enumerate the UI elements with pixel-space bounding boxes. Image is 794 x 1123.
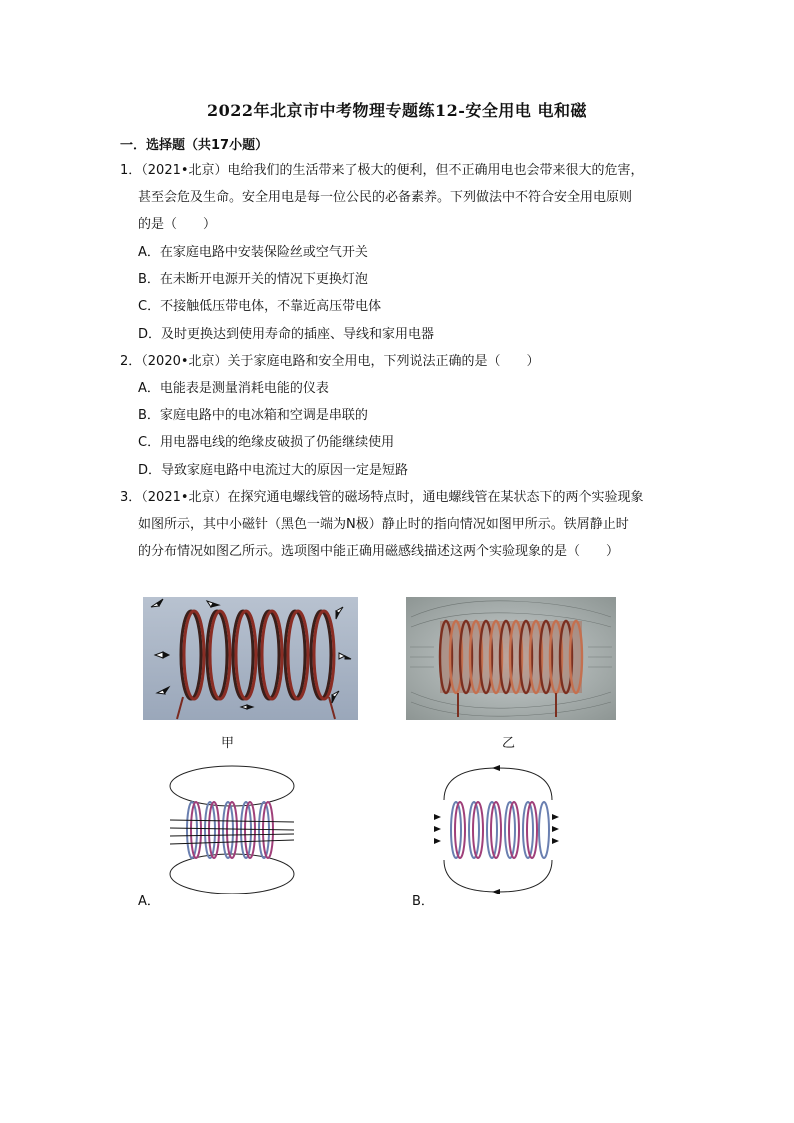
question-3-line-3: 的分布情况如图乙所示。选项图中能正确用磁感线描述这两个实验现象的是（ ） [138,544,620,559]
question-2-option-c: C．用电器电线的绝缘皮破损了仍能继续使用 [138,435,395,450]
option-a-label: A． [138,894,160,909]
question-1-option-c: C．不接触低压带电体，不靠近高压带电体 [138,299,382,314]
question-1-option-d: D．及时更换达到使用寿命的插座、导线和家用电器 [138,327,435,342]
solenoid-iron-filings-image [406,597,616,720]
figure-jia-photo [143,597,358,720]
field-lines-b-image [432,764,564,894]
question-2-line-1: 2．（2020•北京）关于家庭电路和安全用电，下列说法正确的是（ ） [120,354,540,369]
figure-jia-caption: 甲 [221,736,235,751]
question-3-line-2: 如图所示，其中小磁针（黑色一端为N极）静止时的指向情况如图甲所示。铁屑静止时 [138,517,629,532]
question-1-option-b: B．在未断开电源开关的情况下更换灯泡 [138,272,368,287]
question-2-option-a: A．电能表是测量消耗电能的仪表 [138,381,329,396]
question-1-option-a: A．在家庭电路中安装保险丝或空气开关 [138,245,368,260]
option-a-diagram [166,764,298,894]
field-lines-a-image [166,764,298,894]
question-1-line-2: 甚至会危及生命。安全用电是每一位公民的必备素养。下列做法中不符合安全用电原则 [138,190,633,205]
question-1-line-1: 1．（2021•北京）电给我们的生活带来了极大的便利，但不正确用电也会带来很大的危害， [120,163,644,178]
option-b-diagram [432,764,564,894]
question-2-option-d: D．导致家庭电路中电流过大的原因一定是短路 [138,463,409,478]
question-2-option-b: B．家庭电路中的电冰箱和空调是串联的 [138,408,368,423]
solenoid-compass-image [143,597,358,720]
option-b-label: B． [412,894,434,909]
question-1-line-3: 的是（ ） [138,217,217,232]
figure-yi-photo [406,597,616,720]
figure-yi-caption: 乙 [502,736,516,751]
question-3-line-1: 3．（2021•北京）在探究通电螺线管的磁场特点时，通电螺线管在某状态下的两个实验现象 [120,490,644,505]
section-heading: 一．选择题（共17小题） [120,138,269,153]
page-title: 2022年北京市中考物理专题练12-安全用电 电和磁 [206,101,587,120]
